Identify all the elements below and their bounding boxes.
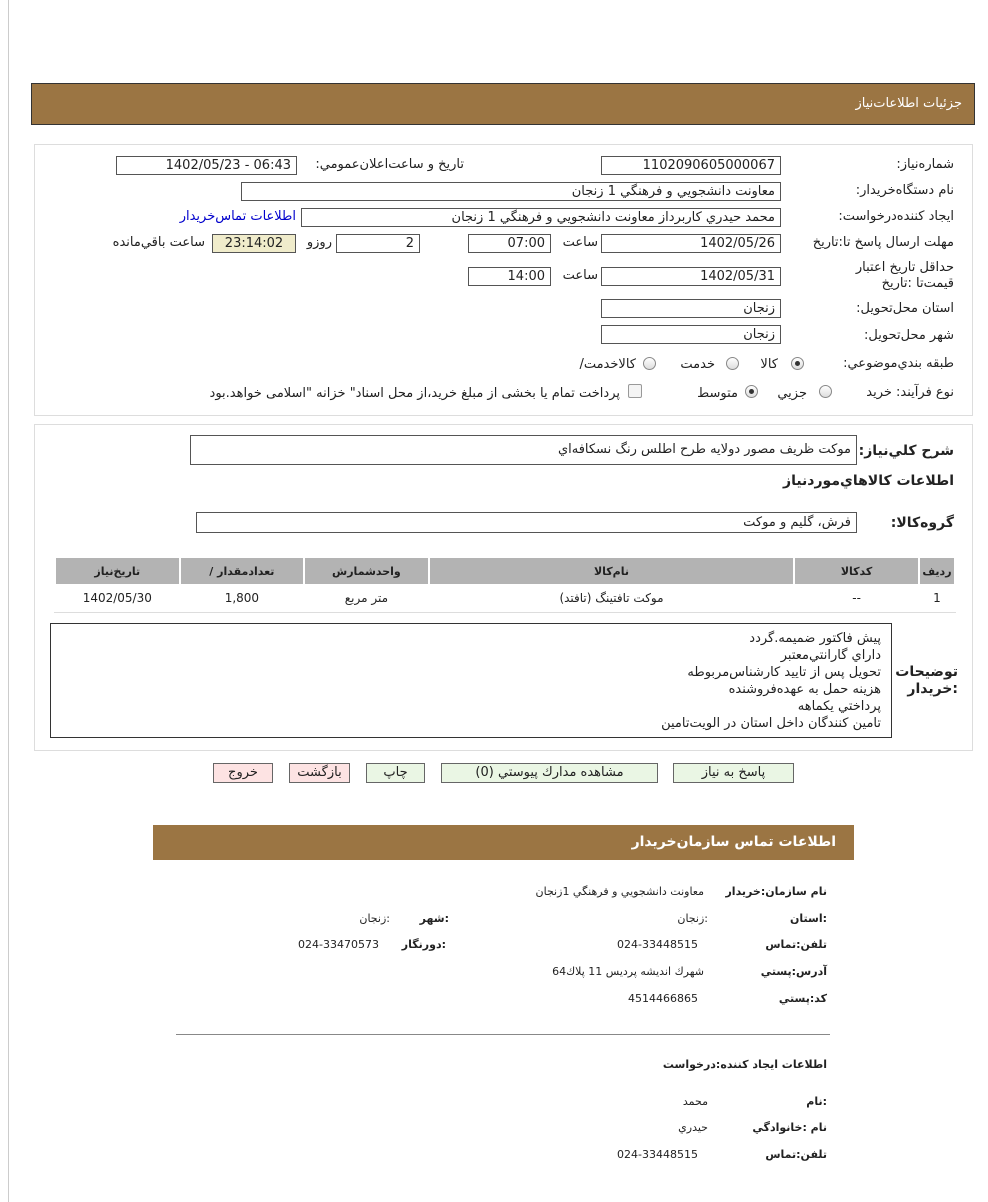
table-cell: --	[852, 591, 861, 605]
need-number-label: شماره‌نياز:	[896, 157, 954, 172]
category-service-radio[interactable]	[726, 357, 739, 370]
page-title: جزئيات اطلاعات‌نياز	[855, 96, 962, 111]
goods-info-title: اطلاعات كالاهاي‌موردنياز	[783, 473, 954, 489]
table-cell: 1402/05/30	[82, 591, 152, 605]
address-label: آدرس:پستي	[760, 965, 827, 978]
buyer-notes-box	[50, 623, 892, 738]
remaining-time-field: 23:14:02	[212, 234, 296, 253]
days-label: روزو	[306, 235, 332, 250]
deadline-date-field: 1402/05/26	[601, 234, 781, 253]
creator-label: ايجاد كننده‌درخواست:	[838, 209, 954, 224]
validity-time-label: ساعت	[562, 268, 598, 283]
province-label: استان محل‌تحويل:	[856, 301, 954, 316]
city-contact-value: :زنجان	[359, 912, 390, 925]
creator-field: محمد حيدري كاربرداز معاونت دانشجويي و فرهنگي 1 زنجان	[301, 208, 781, 227]
buyer-note-line: تحويل پس از تاييد كارشناس‌مربوطه	[687, 665, 881, 680]
exit-button[interactable]: خروج	[213, 763, 273, 783]
category-label: طبقه بندي‌موضوعي:	[843, 356, 954, 371]
province-contact-value: :زنجان	[677, 912, 708, 925]
province-contact-label: :استان	[790, 912, 827, 925]
phone-value: 024-33448515	[617, 938, 698, 951]
validity-date-field: 1402/05/31	[601, 267, 781, 286]
process-medium-label: متوسط	[697, 386, 738, 401]
column-header: تعدادمقدار /	[181, 558, 304, 584]
process-minor-radio[interactable]	[819, 385, 832, 398]
print-button[interactable]: چاپ	[366, 763, 425, 783]
table-header-row	[56, 558, 954, 584]
buyer-contact-link[interactable]: اطلاعات تماس‌خريدار	[179, 209, 296, 224]
table-cell: موكت تافتينگ (تافتد)	[559, 591, 664, 605]
need-number-field: 1102090605000067	[601, 156, 781, 175]
province-field: زنجان	[601, 299, 781, 318]
org-name-value: معاونت دانشجويي و فرهنگي 1زنجان	[535, 885, 704, 898]
fax-value: 024-33470573	[298, 938, 379, 951]
column-header: تاريخ‌نياز	[56, 558, 179, 584]
creator-phone-label: تلفن:تماس	[765, 1148, 827, 1161]
buyer-contact-title: اطلاعات تماس سازمان‌خريدار	[631, 834, 836, 850]
deadline-label: مهلت ارسال پاسخ تا:تاريخ	[812, 235, 954, 250]
city-label: شهر محل‌تحويل:	[864, 328, 954, 343]
process-medium-radio[interactable]	[745, 385, 758, 398]
goods-group-label: گروه‌كالا:	[890, 515, 954, 531]
need-summary-label: شرح كلي‌نياز:	[858, 443, 954, 459]
back-button[interactable]: بازگشت	[289, 763, 350, 783]
buyer-note-line: پرداختي يكماهه	[797, 699, 881, 714]
goods-group-field: فرش، گليم و موكت	[196, 512, 857, 533]
city-contact-label: :شهر	[419, 912, 449, 925]
creator-info-title: اطلاعات ايجاد كننده:درخواست	[662, 1058, 827, 1071]
deadline-time-field: 07:00	[468, 234, 551, 253]
announce-field: 1402/05/23 - 06:43	[116, 156, 297, 175]
remaining-time-label: ساعت باقي‌مانده	[112, 235, 205, 250]
attachments-button[interactable]: مشاهده مدارك پيوستي (0)	[441, 763, 658, 783]
category-service-label: خدمت	[680, 357, 715, 372]
category-goods-service-radio[interactable]	[643, 357, 656, 370]
first-name-label: :نام	[806, 1095, 827, 1108]
treasury-payment-note: پرداخت تمام يا بخشی از مبلغ خريد،از محل اسناد" خزانه "اسلامی خواهد.بود	[209, 386, 620, 401]
category-goods-service-label: كالا‌خدمت/	[579, 357, 636, 372]
table-cell: متر مربع	[344, 591, 389, 605]
days-field: 2	[336, 234, 420, 253]
deadline-time-label: ساعت	[562, 235, 598, 250]
treasury-payment-checkbox[interactable]	[628, 384, 642, 398]
section-divider	[176, 1034, 830, 1035]
postal-code-label: كد:پستي	[778, 992, 827, 1005]
announce-label: تاريخ و ساعت‌اعلان‌عمومي:	[315, 157, 464, 172]
validity-label: حداقل تاريخ اعتبار قيمت‌تا :تاريخ	[855, 260, 954, 291]
column-header: كدكالا	[795, 558, 918, 584]
buyer-contact-header	[153, 825, 854, 860]
need-summary-field: موكت ظريف مصور دولايه طرح اطلس رنگ نسكافه‌اي	[190, 435, 857, 465]
buyer-note-line: پيش فاكتور ضميمه.گردد	[749, 631, 881, 646]
buyer-note-line: هزينه حمل به عهده‌فروشنده	[728, 682, 881, 697]
reply-button[interactable]: پاسخ به نياز	[673, 763, 794, 783]
creator-phone-value: 024-33448515	[617, 1148, 698, 1161]
table-bottom-border	[54, 612, 956, 613]
buyer-org-field: معاونت دانشجويي و فرهنگي 1 زنجان	[241, 182, 781, 201]
process-type-label: نوع فرآيند: خريد	[866, 385, 954, 400]
first-name-value: محمد	[682, 1095, 708, 1108]
fax-label: :دورنگار	[401, 938, 446, 951]
buyer-note-line: داراي گارانتي‌معتبر	[780, 648, 881, 663]
buyer-org-label: نام دستگاه‌خريدار:	[855, 183, 954, 198]
last-name-label: نام :خانوادگي	[752, 1121, 827, 1134]
page-header	[31, 83, 975, 125]
column-header: واحدشمارش	[305, 558, 428, 584]
phone-label: تلفن:تماس	[765, 938, 827, 951]
validity-time-field: 14:00	[468, 267, 551, 286]
goods-table	[54, 556, 956, 612]
page-left-border	[8, 0, 9, 1202]
table-cell: 1	[933, 591, 941, 605]
address-value: شهرك انديشه پرديس 11 پلاك64	[552, 965, 704, 978]
table-cell: 1,800	[224, 591, 260, 605]
city-field: زنجان	[601, 325, 781, 344]
process-minor-label: جزيي	[777, 386, 807, 401]
buyer-note-line: تامين كنندگان داخل استان در الويت‌تامين	[661, 716, 881, 731]
postal-code-value: 4514466865	[628, 992, 698, 1005]
org-name-label: نام سازمان:خريدار	[725, 885, 827, 898]
column-header: نام‌كالا	[430, 558, 794, 584]
category-goods-label: كالا	[760, 357, 778, 372]
table-row	[56, 586, 954, 610]
column-header: رديف	[920, 558, 954, 584]
last-name-value: حيدري	[678, 1121, 708, 1134]
category-goods-radio[interactable]	[791, 357, 804, 370]
buyer-notes-label: توضيحات :خريدار	[895, 664, 958, 697]
